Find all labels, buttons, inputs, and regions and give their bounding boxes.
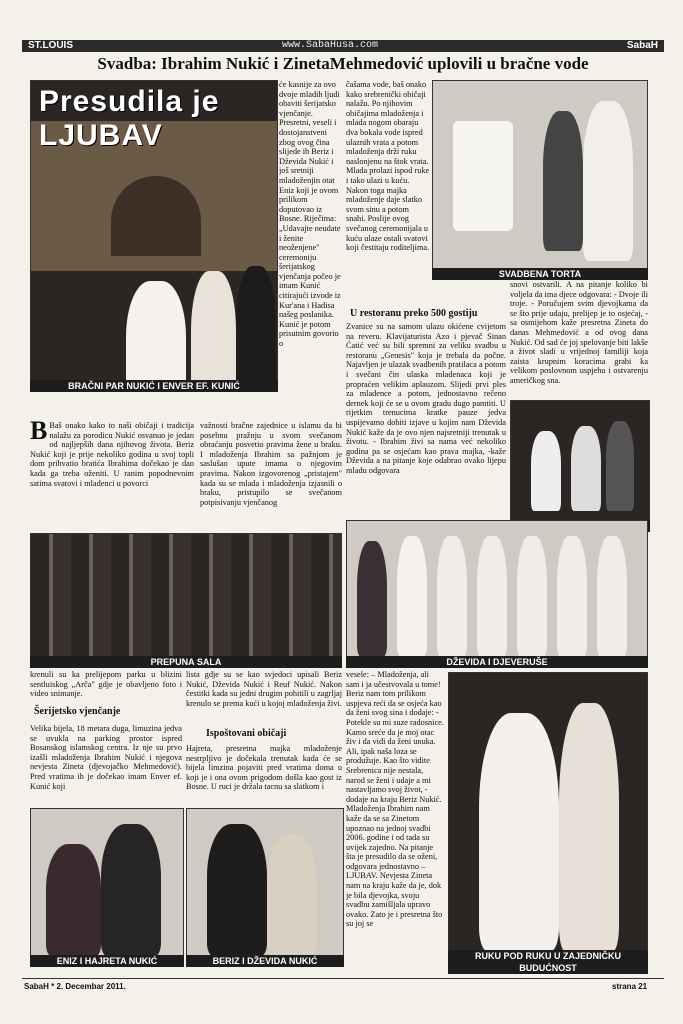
article-column-i: lista gdje su se kao svjedoci upisali Beriz Nukić, Dževida Nukić i Reuf Nukić. Nakon čestitki kada su jedni drugim pohitili u zagrljaj krenulo se prema kući u kojoj mladoženja živi. <box>186 670 342 708</box>
caption-ruka: RUKU POD RUKU U ZAJEDNIČKU BUDUĆNOST <box>448 950 648 974</box>
article-column-h: Velika bijela, 18 metara duga, limuzina jedva se uvukla na parking prostor ispred Bosanskog islamskog centra. Iz nje su prvo izašli mladoženja Ibrahim Nukić i njegova nevjesta Zineta (djevojačko Mehmedović). Pred vratima ih je dočekao imam Enver ef. Kunić koji <box>30 724 182 791</box>
couple-walking-photo <box>448 672 648 952</box>
header-masthead: SabaH <box>626 40 658 51</box>
caption-torta: SVADBENA TORTA <box>432 268 648 280</box>
header-location: ST.LOUIS <box>28 40 74 51</box>
article-column-b-cont <box>346 276 430 306</box>
eniz-photo <box>30 808 184 957</box>
footer-page-number: strana 21 <box>612 982 648 991</box>
dova-photo <box>510 400 650 522</box>
footer-issue: SabaH * 2. Decembar 2011. <box>24 982 126 991</box>
article-column-g: krenuli su ka prelijepom parku u blizini sentluiskog „Arča" gdje je obavljeno foto i video snimanje. <box>30 670 182 699</box>
cake-photo <box>432 80 648 270</box>
caption-bracni-par: BRAČNI PAR NUKIĆ I ENVER EF. KUNIĆ <box>30 380 278 392</box>
overlay-title: Presudila je LJUBAV <box>39 85 220 152</box>
subheading-restoran: U restoranu preko 500 gostiju <box>350 308 478 319</box>
beriz-photo <box>186 808 344 957</box>
sala-photo <box>30 533 342 657</box>
article-column-b-top: čašama vode, baš onako kako srebrenički običaji nalažu. Po njihovim običajima mladoženja i mlada nogom obaraju dva bokala vode ispred ulaznih vrata a potom mladoženja drži ruku naslonjenu na štok vrata. Mlada prolazi ispod ruke i tako ulazi u kuću. Nakon toga majka mladoženje daje slatko svom sinu a potom snahi. Poslije ovog svečanog ceremonijala u kuću ulaze ostali svatovi koji čestitaju roditeljima. <box>346 80 430 253</box>
article-column-j: Hajreta, presretna majka mladoženje nestrpljivo je dočekala trenutak kada će se bijela limzina pojaviti pred vratima doma u koji je i ona ovom prigodom došla kao gost iz Bosne. U ruci je držala tacnu sa slatkom i <box>186 744 342 792</box>
article-column-f: važnosti bračne zajednice u islamu da bi posebnu pražnju u svom svečanom obraćanju posvetio pravima žene u braku. I mladoženja Ibrahim sa pažnjom je saslušao upute imama o njegovim pravima. Nakon izgovorenog „pristajem" kada su se mlada i mladoženja izjasnili o braku, pristupilo se svečanom potpisivanju vjenčanog <box>200 421 342 507</box>
caption-eniz: ENIZ I HAJRETA NUKIĆ <box>30 955 184 967</box>
footer-rule <box>22 978 664 979</box>
article-column-d: snovi ostvarili. A na pitanje koliko bi voljela da ima djece odgovara: - Dvoje ili troje. - Poručujem svim djevojkama da se što prije udaju, prelijep je to osjećaj, - sa osmijehom kaže presretna Zineta do danas Mehmedović a od ovog dana Nukić. Od sad će joj spelovanje biti lakše a život sladi u vrijednoj familiji koja zaista krupnim koracima grabi ka velikom poslovnom uspjehu i ostvarenju američkog sna. <box>510 280 648 385</box>
caption-sala: PREPUNA SALA <box>30 656 342 668</box>
drop-cap: B <box>30 421 48 445</box>
article-column-e-text: Baš onako kako to naši običaji i tradicija nalažu za porodicu Nukić osvanuo je jedan od najljepših dana njihovog života. Beriz Nukić koji je prije nekoliko godina u svoj topli dom prihvatio bratića Ibrahima dočekao je dan kada ga treba oženiti. U ranim popodnevnim satima svatovi i mladenci u povorci <box>30 421 194 488</box>
subheading-ispostovani: Ispoštovani običaji <box>206 728 287 739</box>
header-website[interactable]: www.SabaHusa.com <box>282 40 379 51</box>
article-column-k: vesele: – Mladoženja, ali sam i ja učestvovala u tome! Beriz nam tom prilikom uspjeva reći da se osjeća kao da ženi svog sina i dodaje: - Potekle su mi suze radosnice. Kamo sreće da je moj otac živ i da vidi da ženi unuka. Ali, ipak naša loza se produžuje. Kao što vidite Srebrenica nije nestala, narod se ženi i udaje a mi nastavljamo svoj život, - dodaje na kraju Beriz Nukić. Mladoženja Ibrahim nam kaže da se sa Zinetom upoznao na jednoj svadbi 2006. godine i od tada su uvijek zajedno. Na pitanje šta je presudilo da se oženi, odgovara jednostavno – LJUBAV. Nevjesta Zineta nam na kraju kaže da je, dok je bila djevojka, svoju svadbu zamišljala upravo ovako. Zato je i presretna što su joj se <box>346 670 444 929</box>
page-headline: Svadba: Ibrahim Nukić i ZinetaMehmedović uplovili u bračne vode <box>97 54 589 73</box>
wedding-couple-photo <box>30 80 278 382</box>
article-column-a: će kasnije za ovo dvoje mladih ljudi obaviti šerijatsko vjenčanje. Presretni, veseli i dostojanstveni zbog ovog čina slijede ih Beriz i Dževida Nukić i još sretniji mladoženjin otat Eniz koji je ovom prilikom doputovao iz Bosne. Riječima: „Udavajte neudate i ženite neoženjene" ceremoniju šerijatskog vjenčanja počeo je imam Kunić citirajući izvode iz Kur'ana i Hadisa našeg poslanika. Kunić je potom prisutnim govorio o <box>279 80 341 349</box>
djeveruse-photo <box>346 520 648 657</box>
article-column-c: Zvanice su na samom ulazu okićene cvijetom na reveru. Klavijaturista Azo i pjevač Sinan Ćatić već su bili spremni za veliku svadbu u restoranu „Genesis" koja je trebala da počne. Najavljen je ulazak svadbenih pratilaca a potom i svečani čin ulaska mladenaca koji je propraćen velikim aplauzom. Slijedi prvi ples za mladence a potom, jednostavno rečeno dernek koji će se u ovom gradu dugo pamtiti. U rijetkim trenucima kratke pauze jedva uspijevamo dobiti izjave u kojim nam Dževida Nukić kaže da je ovo njen najsretniji trenutak u životu. - Ibrahim živi sa nama već nekoliko godina pa se osjećam kao prava majka, -kaže Dževida a na pitanje koje odabrao ovako lijepu mladu odgovara <box>346 322 506 475</box>
header-bar <box>22 40 664 52</box>
caption-beriz: BERIZ I DŽEVIDA NUKIĆ <box>186 955 344 967</box>
subheading-serijatsko: Šerijetsko vjenčanje <box>34 706 121 717</box>
article-column-e <box>30 421 194 531</box>
caption-djeveruse: DŽEVIDA I DJEVERUŠE <box>346 656 648 668</box>
